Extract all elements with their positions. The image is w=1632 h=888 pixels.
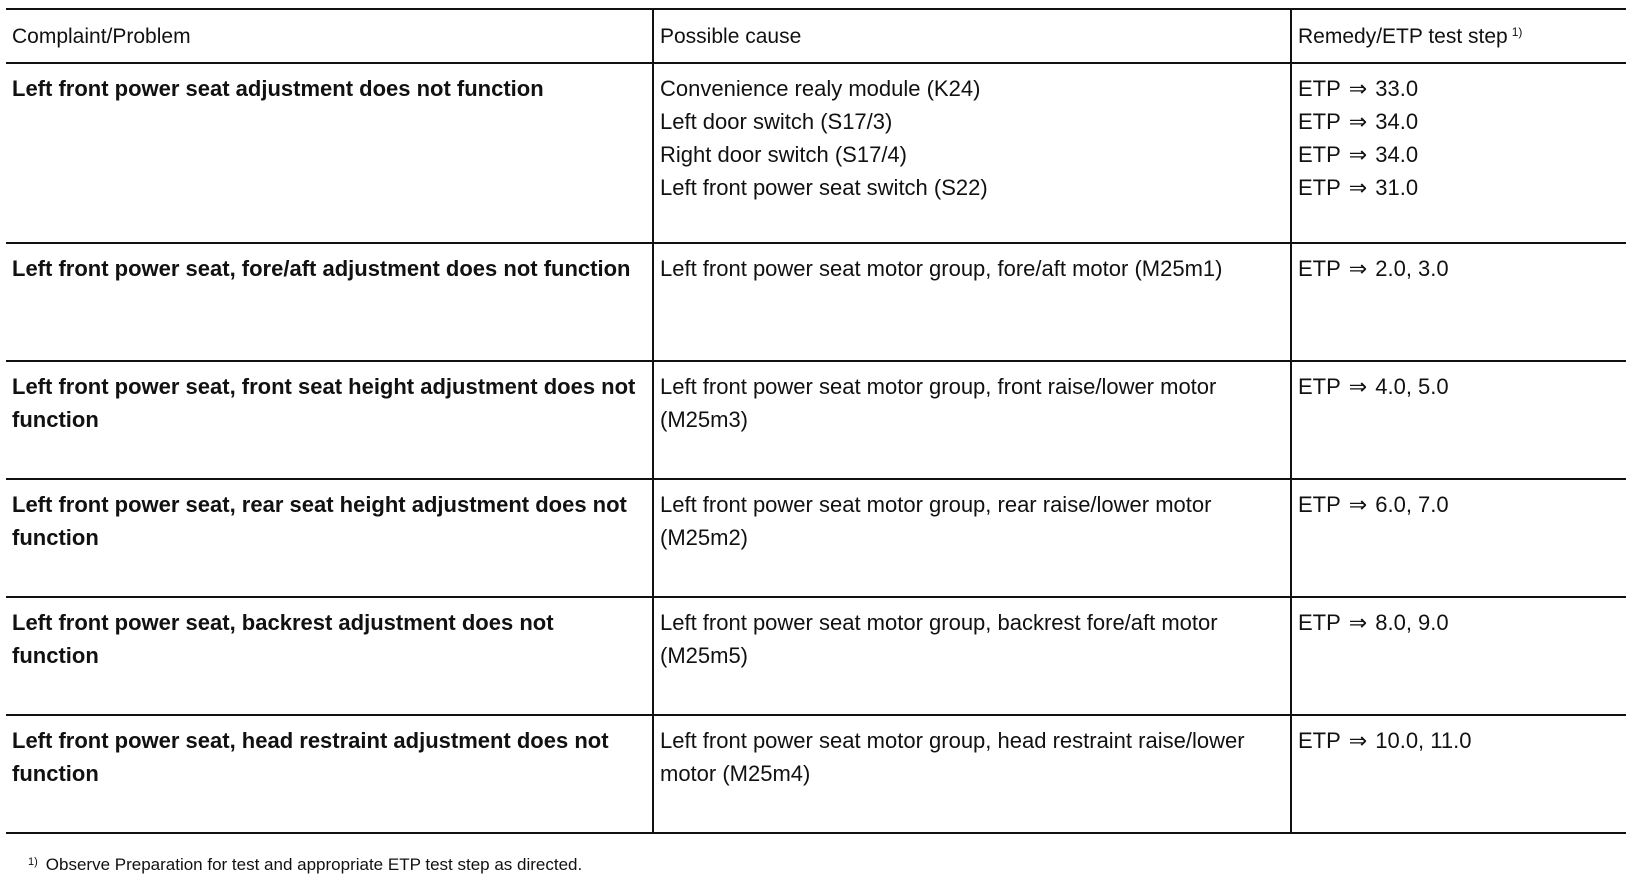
right-double-arrow-icon: ⇒ (1348, 728, 1368, 753)
etp-step: 34.0 (1375, 142, 1419, 167)
header-remedy-etp (1291, 9, 1626, 63)
header-complaint-problem: Complaint/Problem (12, 24, 191, 48)
right-double-arrow-icon: ⇒ (1348, 374, 1368, 399)
cause-line: Left door switch (S17/3) (660, 109, 893, 134)
right-double-arrow-icon: ⇒ (1348, 109, 1368, 134)
problem-cell: Left front power seat, head restraint adjustment does not function (12, 728, 609, 786)
etp-step: 10.0, 11.0 (1375, 728, 1472, 753)
problem-cell: Left front power seat, front seat height adjustment does not function (12, 374, 636, 432)
table-row (6, 243, 1626, 361)
etp-prefix: ETP (1298, 142, 1341, 167)
etp-prefix: ETP (1298, 610, 1341, 635)
table-row (6, 597, 1626, 715)
etp-prefix: ETP (1298, 175, 1341, 200)
remedy-line (1298, 105, 1620, 138)
etp-step: 4.0, 5.0 (1375, 374, 1449, 399)
problem-cell: Left front power seat adjustment does not function (12, 76, 544, 101)
etp-step: 2.0, 3.0 (1375, 256, 1449, 281)
right-double-arrow-icon: ⇒ (1348, 256, 1368, 281)
etp-step: 31.0 (1375, 175, 1419, 200)
footnote-marker: 1) (1511, 24, 1523, 39)
cause-line: Right door switch (S17/4) (660, 142, 907, 167)
cause-line: Left front power seat switch (S22) (660, 175, 988, 200)
problem-cell: Left front power seat, fore/aft adjustment does not function (12, 256, 631, 281)
problem-cell: Left front power seat, backrest adjustment does not function (12, 610, 554, 668)
right-double-arrow-icon: ⇒ (1348, 142, 1368, 167)
etp-step: 34.0 (1375, 109, 1419, 134)
troubleshooting-table (6, 8, 1626, 834)
cause-cell: Left front power seat motor group, backrest fore/aft motor (M25m5) (653, 597, 1291, 715)
remedy-line (1298, 138, 1620, 171)
footnote-marker: 1) (28, 856, 38, 868)
footnote-text: Observe Preparation for test and appropriate ETP test step as directed. (45, 855, 583, 874)
remedy-cell (1291, 597, 1626, 715)
footnote (28, 854, 582, 876)
etp-prefix: ETP (1298, 374, 1341, 399)
etp-prefix: ETP (1298, 76, 1341, 101)
etp-prefix: ETP (1298, 109, 1341, 134)
cause-line: Convenience realy module (K24) (660, 76, 981, 101)
header-possible-cause: Possible cause (653, 9, 1291, 63)
etp-step: 8.0, 9.0 (1375, 610, 1449, 635)
table-row (6, 63, 1626, 243)
remedy-cell (1291, 361, 1626, 479)
cause-cell: Left front power seat motor group, head restraint raise/lower motor (M25m4) (653, 715, 1291, 833)
problem-cell: Left front power seat, rear seat height adjustment does not function (12, 492, 627, 550)
etp-prefix: ETP (1298, 728, 1341, 753)
remedy-line (1298, 171, 1620, 204)
header-remedy-label: Remedy/ETP test step (1298, 24, 1508, 48)
etp-step: 6.0, 7.0 (1375, 492, 1449, 517)
right-double-arrow-icon: ⇒ (1348, 610, 1368, 635)
remedy-cell (1291, 243, 1626, 361)
table-row (6, 715, 1626, 833)
troubleshooting-document (6, 8, 1626, 834)
etp-step: 33.0 (1375, 76, 1419, 101)
remedy-cell (1291, 715, 1626, 833)
right-double-arrow-icon: ⇒ (1348, 175, 1368, 200)
cause-cell: Left front power seat motor group, fore/aft motor (M25m1) (653, 243, 1291, 361)
cause-cell (653, 63, 1291, 243)
etp-prefix: ETP (1298, 256, 1341, 281)
cause-cell: Left front power seat motor group, front raise/lower motor (M25m3) (653, 361, 1291, 479)
remedy-line (1298, 72, 1620, 105)
remedy-cell (1291, 479, 1626, 597)
remedy-cell (1291, 63, 1626, 243)
etp-prefix: ETP (1298, 492, 1341, 517)
right-double-arrow-icon: ⇒ (1348, 492, 1368, 517)
cause-cell: Left front power seat motor group, rear raise/lower motor (M25m2) (653, 479, 1291, 597)
table-header-row (6, 9, 1626, 63)
table-row (6, 361, 1626, 479)
table-row (6, 479, 1626, 597)
right-double-arrow-icon: ⇒ (1348, 76, 1368, 101)
